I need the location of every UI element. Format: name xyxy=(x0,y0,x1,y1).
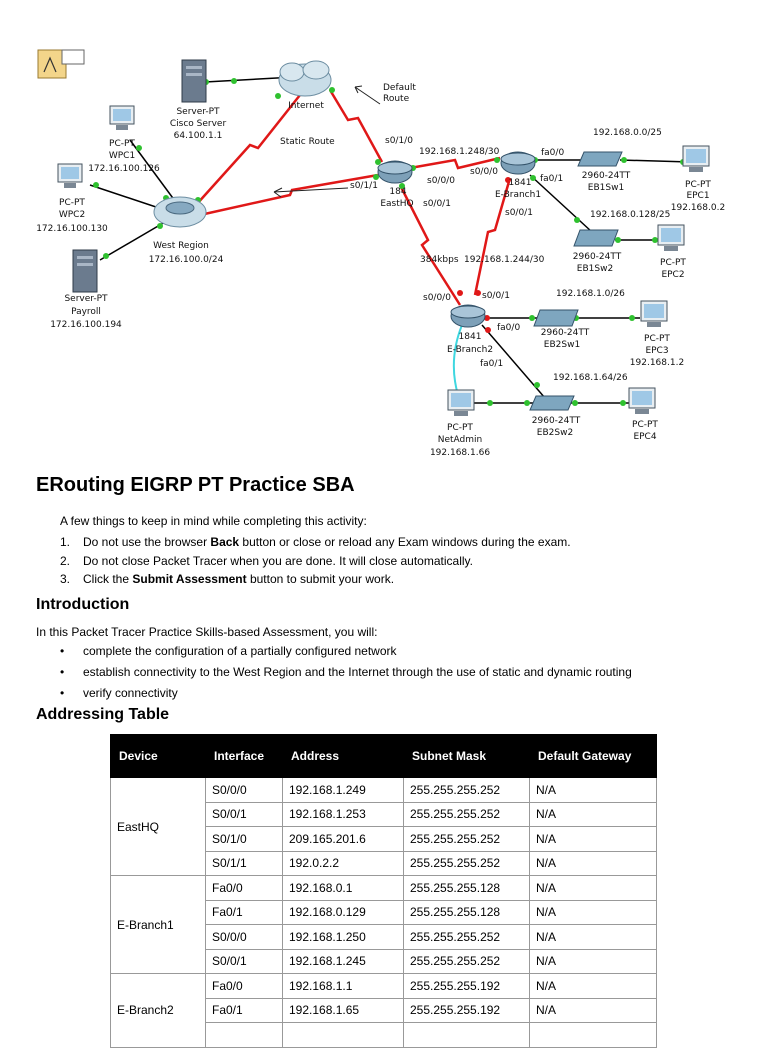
iface-label: fa0/1 xyxy=(480,359,504,369)
netadmin-pc-icon[interactable] xyxy=(448,390,474,416)
cisco-server-icon[interactable] xyxy=(182,60,206,102)
eb2sw1-switch-icon[interactable] xyxy=(534,310,578,326)
column-header: Subnet Mask xyxy=(404,735,530,778)
easthq-model: 184 xyxy=(389,187,407,197)
iface-label: fa0/0 xyxy=(541,148,565,158)
addressing-table xyxy=(110,734,657,1048)
iface-label: fa0/1 xyxy=(540,174,564,184)
table-cell: 255.255.255.252 xyxy=(404,851,530,876)
table-cell: N/A xyxy=(530,851,657,876)
table-cell: Fa0/1 xyxy=(206,998,283,1023)
epc4-label: PC-PT xyxy=(632,420,658,430)
table-cell: 255.255.255.252 xyxy=(404,778,530,803)
epc1-ip: 192.168.0.2 xyxy=(670,203,726,213)
network-topology-diagram xyxy=(0,0,768,470)
eb1sw1-label: EB1Sw1 xyxy=(587,183,625,193)
table-cell: Fa0/0 xyxy=(206,876,283,901)
iface-label: s0/0/1 xyxy=(505,208,533,218)
column-header: Interface xyxy=(206,735,283,778)
column-header: Address xyxy=(283,735,404,778)
payroll-label: Server-PT xyxy=(64,294,108,304)
subnet-label: 192.168.1.248/30 xyxy=(419,147,500,157)
wpc1-label: PC-PT xyxy=(109,139,135,149)
eb1sw2-model: 2960-24TT xyxy=(572,252,622,262)
table-cell: 192.168.1.65 xyxy=(283,998,404,1023)
table-cell: N/A xyxy=(530,974,657,999)
device-cell: E-Branch2 xyxy=(111,974,206,1048)
west-region-label: West Region xyxy=(153,241,209,251)
epc1-label: EPC1 xyxy=(686,191,710,201)
eb1sw2-switch-icon[interactable] xyxy=(574,230,618,246)
iface-label: s0/0/1 xyxy=(482,291,510,301)
iface-label: s0/1/1 xyxy=(350,181,378,191)
table-cell: 192.168.1.253 xyxy=(283,802,404,827)
table-cell: 192.168.1.245 xyxy=(283,949,404,974)
table-cell: S0/0/0 xyxy=(206,925,283,950)
epc2-label: PC-PT xyxy=(660,258,686,268)
table-cell: 255.255.255.252 xyxy=(404,949,530,974)
netadmin-ip: 192.168.1.66 xyxy=(429,448,491,458)
eb1sw1-switch-icon[interactable] xyxy=(578,152,622,166)
addressing-table-heading: Addressing Table xyxy=(36,706,170,723)
table-cell: S0/0/0 xyxy=(206,778,283,803)
table-cell: 255.255.255.128 xyxy=(404,876,530,901)
west-region-router-icon[interactable] xyxy=(154,197,206,227)
note-icon xyxy=(38,50,84,78)
page-title: ERouting EIGRP PT Practice SBA xyxy=(36,474,355,496)
list-item: 1. Do not use the browser Back button or close or reload any Exam windows during the exam. xyxy=(60,535,571,549)
link-sw1-epc1 xyxy=(620,160,690,162)
epc3-pc-icon[interactable] xyxy=(641,301,667,327)
device-cell: EastHQ xyxy=(111,778,206,876)
ebranch1-router-icon[interactable] xyxy=(501,152,535,174)
default-route-label: Default xyxy=(383,83,416,93)
netadmin-label: NetAdmin xyxy=(437,435,483,445)
table-cell: 255.255.255.192 xyxy=(404,998,530,1023)
table-cell: 192.168.0.1 xyxy=(283,876,404,901)
cisco-server-label: Cisco Server xyxy=(169,119,227,129)
table-row xyxy=(111,974,657,999)
table-cell: S0/0/1 xyxy=(206,949,283,974)
rules-list xyxy=(60,533,571,589)
epc4-pc-icon[interactable] xyxy=(629,388,655,414)
table-cell xyxy=(283,1023,404,1048)
epc3-label: EPC3 xyxy=(645,346,669,356)
list-item: • establish connectivity to the West Region and the Internet through the use of static and dynamic routing xyxy=(60,665,632,679)
table-cell: S0/0/1 xyxy=(206,802,283,827)
wpc1-pc-icon[interactable] xyxy=(110,106,134,130)
table-cell xyxy=(404,1023,530,1048)
wpc2-pc-icon[interactable] xyxy=(58,164,82,188)
payroll-label: Payroll xyxy=(71,307,101,317)
table-cell: 255.255.255.252 xyxy=(404,925,530,950)
wpc1-label: WPC1 xyxy=(108,151,136,161)
ebranch2-model: 1841 xyxy=(458,332,482,342)
iface-label: s0/0/0 xyxy=(470,167,498,177)
wpc2-label: WPC2 xyxy=(58,210,86,220)
eb1sw2-label: EB1Sw2 xyxy=(576,264,614,274)
table-cell: 255.255.255.252 xyxy=(404,827,530,852)
iface-label: s0/1/0 xyxy=(385,136,413,146)
table-row xyxy=(111,778,657,803)
table-cell: 209.165.201.6 xyxy=(283,827,404,852)
table-cell: N/A xyxy=(530,876,657,901)
eb2sw1-label: EB2Sw1 xyxy=(543,340,581,350)
ebranch2-router-icon[interactable] xyxy=(451,305,485,327)
eb2sw1-model: 2960-24TT xyxy=(540,328,590,338)
easthq-label: EastHQ xyxy=(380,199,414,209)
iface-label: s0/0/0 xyxy=(427,176,455,186)
epc2-label: EPC2 xyxy=(661,270,685,280)
table-cell: 192.0.2.2 xyxy=(283,851,404,876)
table-cell: N/A xyxy=(530,900,657,925)
payroll-ip: 172.16.100.194 xyxy=(50,320,122,330)
eb2sw2-switch-icon[interactable] xyxy=(530,396,574,410)
table-cell: 192.168.0.129 xyxy=(283,900,404,925)
epc2-pc-icon[interactable] xyxy=(658,225,684,251)
table-cell: S0/1/0 xyxy=(206,827,283,852)
epc4-label: EPC4 xyxy=(633,432,657,442)
ebranch2-label: E-Branch2 xyxy=(446,345,494,355)
ebranch1-model: 1841 xyxy=(508,178,532,188)
west-region-net: 172.16.100.0/24 xyxy=(148,255,224,265)
subnet-label: 192.168.0.128/25 xyxy=(590,210,671,220)
introduction-heading: Introduction xyxy=(36,596,130,613)
subnet-label: 192.168.0.0/25 xyxy=(593,128,662,138)
intro-note: A few things to keep in mind while completing this activity: xyxy=(60,514,367,528)
static-route-label: Static Route xyxy=(280,137,335,147)
table-cell: S0/1/1 xyxy=(206,851,283,876)
subnet-label: 192.168.1.64/26 xyxy=(553,373,628,383)
easthq-router-icon[interactable] xyxy=(378,161,412,183)
epc1-pc-icon[interactable] xyxy=(683,146,709,172)
wpc2-label: PC-PT xyxy=(59,198,85,208)
table-cell: N/A xyxy=(530,949,657,974)
eb1sw1-model: 2960-24TT xyxy=(581,171,631,181)
netadmin-label: PC-PT xyxy=(447,423,473,433)
cisco-server-ip: 64.100.1.1 xyxy=(173,131,223,141)
eb2sw2-model: 2960-24TT xyxy=(531,416,581,426)
introduction-bullets xyxy=(60,642,632,705)
table-cell: 192.168.1.249 xyxy=(283,778,404,803)
table-cell: N/A xyxy=(530,827,657,852)
subnet-label: 192.168.1.0/26 xyxy=(556,289,625,299)
internet-label: Internet xyxy=(288,101,324,111)
iface-label: s0/0/1 xyxy=(423,199,451,209)
list-item: 2. Do not close Packet Tracer when you are done. It will close automatically. xyxy=(60,553,473,568)
payroll-server-icon[interactable] xyxy=(73,250,97,292)
table-header-row xyxy=(111,735,657,778)
table-cell: 255.255.255.192 xyxy=(404,974,530,999)
ebranch1-label: E-Branch1 xyxy=(494,190,542,200)
list-item: • verify connectivity xyxy=(60,686,178,700)
table-cell: 192.168.1.250 xyxy=(283,925,404,950)
iface-label: s0/0/0 xyxy=(423,293,451,303)
iface-label: fa0/0 xyxy=(497,323,521,333)
table-cell: N/A xyxy=(530,778,657,803)
table-cell: N/A xyxy=(530,998,657,1023)
table-cell: 255.255.255.252 xyxy=(404,802,530,827)
wpc2-ip: 172.16.100.130 xyxy=(36,224,108,234)
column-header: Device xyxy=(111,735,206,778)
bandwidth-label: 384kbps xyxy=(420,255,459,265)
table-cell: N/A xyxy=(530,802,657,827)
list-item: • complete the configuration of a partially configured network xyxy=(60,644,397,658)
device-cell: E-Branch1 xyxy=(111,876,206,974)
internet-cloud-icon[interactable] xyxy=(279,61,331,96)
column-header: Default Gateway xyxy=(530,735,657,778)
default-route-arrow xyxy=(355,86,380,104)
wpc1-ip: 172.16.100.126 xyxy=(88,164,160,174)
link-internet-easthq xyxy=(330,90,382,162)
epc1-label: PC-PT xyxy=(685,180,711,190)
table-row xyxy=(111,876,657,901)
cisco-server-label: Server-PT xyxy=(176,107,220,117)
table-cell: Fa0/0 xyxy=(206,974,283,999)
table-cell xyxy=(206,1023,283,1048)
epc3-label: PC-PT xyxy=(644,334,670,344)
introduction-lead: In this Packet Tracer Practice Skills-based Assessment, you will: xyxy=(36,625,378,639)
table-cell xyxy=(530,1023,657,1048)
epc3-ip: 192.168.1.2 xyxy=(629,358,685,368)
default-route-label: Route xyxy=(383,94,410,104)
list-item: 3. Click the Submit Assessment button to submit your work. xyxy=(60,572,395,586)
table-cell: 255.255.255.128 xyxy=(404,900,530,925)
link-wpc2-west xyxy=(90,185,165,210)
eb2sw2-label: EB2Sw2 xyxy=(536,428,574,438)
table-cell: Fa0/1 xyxy=(206,900,283,925)
table-cell: N/A xyxy=(530,925,657,950)
table-cell: 192.168.1.1 xyxy=(283,974,404,999)
subnet-label: 192.168.1.244/30 xyxy=(464,255,545,265)
